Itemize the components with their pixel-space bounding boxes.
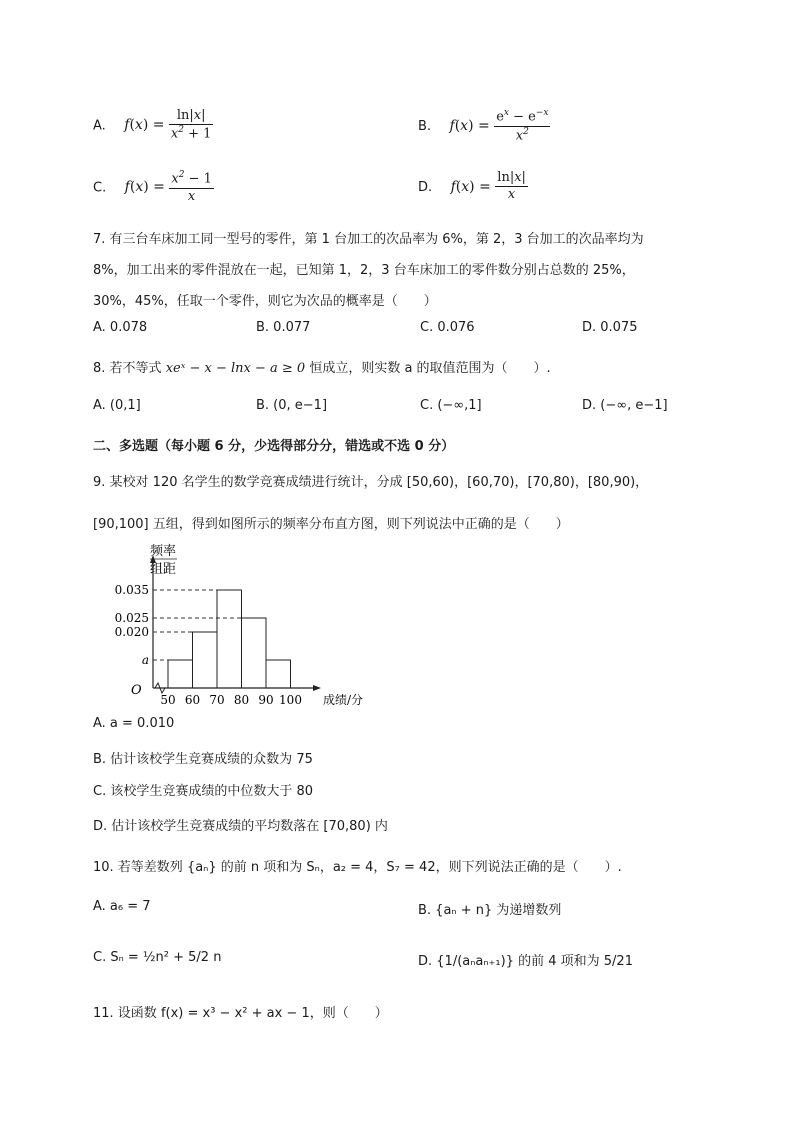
q6-option-c-expr: f(x) = $\frac{x^2 - 1}{x}$ xyxy=(124,170,212,204)
y-axis-label-bottom: 组距 xyxy=(150,562,177,577)
x-tick-label-4: 90 xyxy=(258,693,274,707)
q8-inequality: xeˣ − x − lnx − a ≥ 0 xyxy=(165,361,306,376)
histogram-bar-2 xyxy=(217,590,242,688)
q10-option-c: C. Sₙ = ½n² + 5/2 n xyxy=(93,950,222,965)
x-tick-label-0: 50 xyxy=(160,693,176,707)
q8-stem xyxy=(93,357,551,376)
histogram-bar-1 xyxy=(193,632,218,688)
q6-option-a-expr: f(x) = $\frac{\ln|x|}{x^2 + 1}$ xyxy=(124,108,212,142)
q11-stem: 11. 设函数 f(x) = x³ − x² + ax − 1，则（ ） xyxy=(93,1006,388,1021)
q6-option-c-label: C. xyxy=(93,180,107,196)
q8-prefix: 8. 若不等式 xyxy=(93,361,162,376)
x-axis-arrow xyxy=(313,685,321,691)
q9-option-b: B. 估计该校学生竞赛成绩的众数为 75 xyxy=(93,752,313,767)
x-tick-label-1: 60 xyxy=(184,693,201,707)
q9-line-1: 9. 某校对 120 名学生的数学竞赛成绩进行统计，分成 [50,60)，[60,70)，[70,80)，[80,90)， xyxy=(93,475,649,490)
q7-line-2: 8%，加工出来的零件混放在一起，已知第 1，2，3 台车床加工的零件数分别占总数的 25%， xyxy=(93,263,635,278)
q7-option-c: C. 0.076 xyxy=(420,320,475,335)
q10-option-b: B. {aₙ + n} 为递增数列 xyxy=(418,903,562,918)
y-tick-label-0: a xyxy=(141,653,149,667)
q6-option-d-expr: f(x) = $\frac{\ln|x|}{x}$ xyxy=(450,170,526,203)
q7-line-3: 30%，45%，任取一个零件，则它为次品的概率是（ ） xyxy=(93,294,437,309)
x-axis-label: 成绩/分 xyxy=(323,693,364,707)
histogram-bar-3 xyxy=(242,618,267,688)
q6-option-b xyxy=(418,108,550,144)
q6-option-a xyxy=(93,108,213,143)
x-tick-label-3: 80 xyxy=(233,693,250,707)
section-2-heading: 二、多选题（每小题 6 分，少选得部分分，错选或不选 0 分） xyxy=(93,439,455,454)
q8-option-a: A. (0,1] xyxy=(93,398,141,413)
q6-option-c xyxy=(93,170,214,205)
x-tick-label-5: 100 xyxy=(279,693,302,707)
q10-option-a: A. a₆ = 7 xyxy=(93,899,151,914)
q8-option-d: D. (−∞, e−1] xyxy=(582,398,668,413)
q6-option-a-label: A. xyxy=(93,118,106,134)
x-tick-label-2: 70 xyxy=(209,693,225,707)
q8-option-c: C. (−∞,1] xyxy=(420,398,482,413)
y-tick-label-3: 0.035 xyxy=(114,583,149,597)
q6-option-b-label: B. xyxy=(418,119,432,135)
q9-option-a: A. a = 0.010 xyxy=(93,716,175,731)
q7-line-1: 7. 有三台车床加工同一型号的零件，第 1 台加工的次品率为 6%，第 2，3 台加工的次品率均为 xyxy=(93,232,644,247)
q7-option-b: B. 0.077 xyxy=(256,320,311,335)
q8-option-b: B. (0, e−1] xyxy=(256,398,328,413)
q9-line-2: [90,100] 五组，得到如图所示的频率分布直方图，则下列说法中正确的是（ ） xyxy=(93,517,569,532)
q10-option-d: D. {1/(aₙaₙ₊₁)} 的前 4 项和为 5/21 xyxy=(418,954,633,969)
q9-option-d: D. 估计该校学生竞赛成绩的平均数落在 [70,80) 内 xyxy=(93,819,388,834)
q7-option-d: D. 0.075 xyxy=(582,320,638,335)
histogram-bar-4 xyxy=(266,660,291,688)
y-tick-label-1: 0.020 xyxy=(114,625,149,639)
q6-option-d-label: D. xyxy=(418,179,433,195)
q8-suffix: 恒成立，则实数 a 的取值范围为（ ）. xyxy=(309,361,551,376)
origin-label: O xyxy=(131,683,142,698)
q6-option-d xyxy=(418,170,528,204)
frequency-histogram xyxy=(95,543,375,708)
y-tick-label-2: 0.025 xyxy=(114,611,149,625)
q10-stem: 10. 若等差数列 {aₙ} 的前 n 项和为 Sₙ，a₂ = 4，S₇ = 42，则下列说法正确的是（ ）. xyxy=(93,860,622,875)
y-axis-label-top: 频率 xyxy=(150,544,177,559)
histogram-bar-0 xyxy=(168,660,193,688)
q6-option-b-expr: f(x) = $\frac{e^x - e^{-x}}{x^2}$ xyxy=(449,108,549,143)
q7-option-a: A. 0.078 xyxy=(93,320,148,335)
q9-option-c: C. 该校学生竞赛成绩的中位数大于 80 xyxy=(93,784,314,799)
